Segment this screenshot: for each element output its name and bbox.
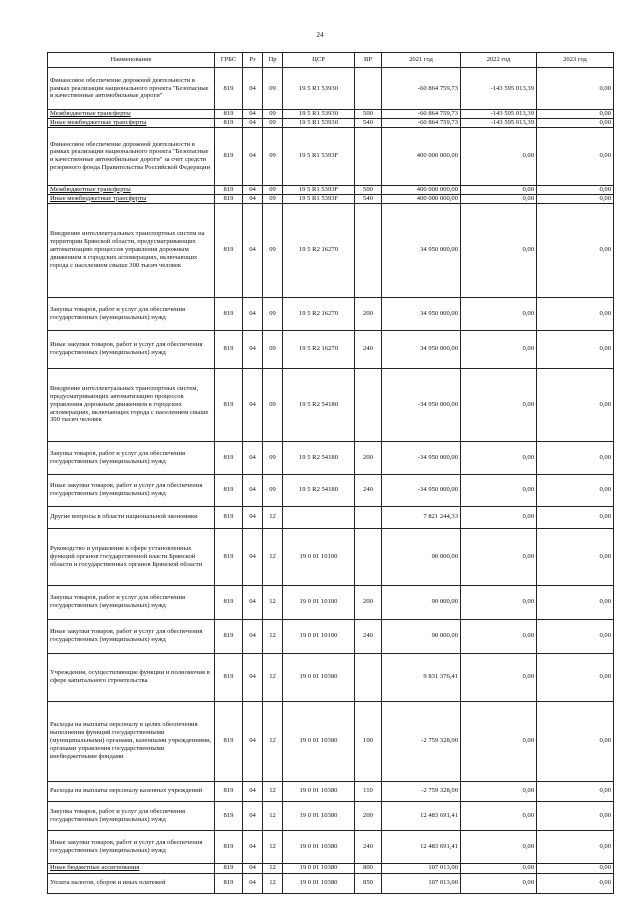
table-row <box>48 830 614 863</box>
header-rz: Рз <box>243 53 263 68</box>
row-2022: 0,00 <box>461 297 537 330</box>
row-2022: 0,00 <box>461 863 537 873</box>
row-vr <box>355 368 382 441</box>
row-rz: 04 <box>243 801 263 830</box>
row-pr: 09 <box>263 185 283 194</box>
row-vr: 800 <box>355 863 382 873</box>
row-name: Закупка товаров, работ и услуг для обеспечения государственных (муниципальных) нужд <box>48 585 215 619</box>
row-vr <box>355 68 382 110</box>
row-pr: 09 <box>263 297 283 330</box>
row-name: Иные закупки товаров, работ и услуг для обеспечения государственных (муниципальных) нужд <box>48 330 215 368</box>
row-pr: 12 <box>263 528 283 585</box>
row-pr: 12 <box>263 830 283 863</box>
header-pr: Пр <box>263 53 283 68</box>
row-grbs: 819 <box>215 368 243 441</box>
row-rz: 04 <box>243 781 263 801</box>
row-name: Другие вопросы в области национальной экономики <box>48 506 215 528</box>
row-pr: 12 <box>263 653 283 701</box>
row-pr: 09 <box>263 441 283 474</box>
row-vr: 240 <box>355 474 382 506</box>
row-rz: 04 <box>243 203 263 297</box>
row-2023: 0,00 <box>537 368 614 441</box>
table-row <box>48 110 614 119</box>
header-grbs: ГРБС <box>215 53 243 68</box>
row-rz: 04 <box>243 127 263 185</box>
row-grbs: 819 <box>215 441 243 474</box>
row-grbs: 819 <box>215 801 243 830</box>
header-vr: ВР <box>355 53 382 68</box>
row-rz: 04 <box>243 873 263 893</box>
row-name: Учреждения, осуществляющие функции и полномочия в сфере капитального строительства <box>48 653 215 701</box>
row-rz: 04 <box>243 474 263 506</box>
row-2021: 9 831 376,41 <box>382 653 461 701</box>
row-grbs: 819 <box>215 118 243 127</box>
table-row <box>48 441 614 474</box>
row-csr: 19 0 01 10100 <box>283 585 355 619</box>
row-2022: -143 595 013,39 <box>461 68 537 110</box>
row-vr <box>355 528 382 585</box>
row-2022: 0,00 <box>461 653 537 701</box>
row-2022: 0,00 <box>461 781 537 801</box>
table-row <box>48 528 614 585</box>
row-2023: 0,00 <box>537 110 614 119</box>
row-vr: 200 <box>355 297 382 330</box>
table-row <box>48 585 614 619</box>
row-pr: 12 <box>263 863 283 873</box>
row-name: Иные межбюджетные трансферты <box>48 194 215 203</box>
table-header-row <box>48 53 614 68</box>
row-csr: 19 5 R2 54180 <box>283 474 355 506</box>
row-pr: 09 <box>263 127 283 185</box>
row-2023: 0,00 <box>537 528 614 585</box>
table-row <box>48 118 614 127</box>
table-row <box>48 474 614 506</box>
row-rz: 04 <box>243 619 263 653</box>
row-vr: 500 <box>355 185 382 194</box>
row-2023: 0,00 <box>537 801 614 830</box>
row-rz: 04 <box>243 185 263 194</box>
table-row <box>48 185 614 194</box>
row-name: Закупка товаров, работ и услуг для обеспечения государственных (муниципальных) нужд <box>48 801 215 830</box>
row-name: Расходы на выплаты персоналу казенных учреждений <box>48 781 215 801</box>
header-2023: 2023 год <box>537 53 614 68</box>
row-rz: 04 <box>243 830 263 863</box>
row-2021: 90 000,00 <box>382 585 461 619</box>
row-grbs: 819 <box>215 830 243 863</box>
row-grbs: 819 <box>215 185 243 194</box>
row-csr: 19 0 01 10380 <box>283 653 355 701</box>
row-name: Финансовое обеспечение дорожной деятельности в рамках реализации национального проекта "Безопасные и качественные автомобильные дороги" за счет средств резервного фонда Правительства Российской Федерации <box>48 127 215 185</box>
row-2021: 107 013,00 <box>382 873 461 893</box>
row-csr: 19 5 R1 53930 <box>283 110 355 119</box>
table-row <box>48 801 614 830</box>
row-name: Внедрение интеллектуальных транспортных систем, предусматривающих автоматизацию процессов управления дорожным движением в городских агломерациях, включающих города с населением свыше 300 тысяч человек <box>48 368 215 441</box>
row-vr: 240 <box>355 830 382 863</box>
row-2023: 0,00 <box>537 781 614 801</box>
row-2022: 0,00 <box>461 506 537 528</box>
table-row <box>48 506 614 528</box>
row-rz: 04 <box>243 528 263 585</box>
row-2023: 0,00 <box>537 185 614 194</box>
row-2023: 0,00 <box>537 585 614 619</box>
row-vr: 100 <box>355 701 382 781</box>
row-pr: 09 <box>263 118 283 127</box>
row-pr: 12 <box>263 585 283 619</box>
row-2023: 0,00 <box>537 653 614 701</box>
table-row <box>48 863 614 873</box>
row-grbs: 819 <box>215 863 243 873</box>
page-number: 24 <box>316 31 324 39</box>
row-rz: 04 <box>243 68 263 110</box>
table-row <box>48 368 614 441</box>
row-grbs: 819 <box>215 701 243 781</box>
row-2021: 34 950 000,00 <box>382 203 461 297</box>
row-name: Иные закупки товаров, работ и услуг для обеспечения государственных (муниципальных) нужд <box>48 619 215 653</box>
row-2022: 0,00 <box>461 441 537 474</box>
row-2021: -60 864 759,73 <box>382 68 461 110</box>
row-grbs: 819 <box>215 330 243 368</box>
row-vr: 850 <box>355 873 382 893</box>
row-name: Межбюджетные трансферты <box>48 185 215 194</box>
row-pr: 12 <box>263 873 283 893</box>
row-2021: 12 483 691,41 <box>382 830 461 863</box>
row-2023: 0,00 <box>537 330 614 368</box>
row-rz: 04 <box>243 368 263 441</box>
row-2023: 0,00 <box>537 297 614 330</box>
table-row <box>48 653 614 701</box>
row-2022: -143 595 013,39 <box>461 110 537 119</box>
row-pr: 12 <box>263 781 283 801</box>
row-rz: 04 <box>243 118 263 127</box>
row-csr: 19 5 R2 16270 <box>283 297 355 330</box>
row-2021: 12 483 691,41 <box>382 801 461 830</box>
row-pr: 09 <box>263 368 283 441</box>
row-pr: 12 <box>263 701 283 781</box>
row-pr: 12 <box>263 619 283 653</box>
row-vr: 500 <box>355 110 382 119</box>
row-2021: 400 000 000,00 <box>382 127 461 185</box>
row-rz: 04 <box>243 506 263 528</box>
row-2021: 34 950 000,00 <box>382 297 461 330</box>
row-rz: 04 <box>243 441 263 474</box>
row-2023: 0,00 <box>537 873 614 893</box>
row-name: Иные закупки товаров, работ и услуг для обеспечения государственных (муниципальных) нужд <box>48 474 215 506</box>
table-row <box>48 330 614 368</box>
row-vr: 540 <box>355 118 382 127</box>
row-rz: 04 <box>243 863 263 873</box>
row-grbs: 819 <box>215 873 243 893</box>
row-vr: 240 <box>355 330 382 368</box>
table-row <box>48 701 614 781</box>
row-name: Руководство и управление в сфере установленных функций органов государственной власти Брянской области и государственных органов Брянской области <box>48 528 215 585</box>
row-grbs: 819 <box>215 203 243 297</box>
header-name: Наименование <box>48 53 215 68</box>
row-2023: 0,00 <box>537 830 614 863</box>
row-2023: 0,00 <box>537 194 614 203</box>
row-2023: 0,00 <box>537 619 614 653</box>
row-pr: 09 <box>263 203 283 297</box>
row-2022: 0,00 <box>461 801 537 830</box>
row-2022: 0,00 <box>461 528 537 585</box>
row-2022: 0,00 <box>461 873 537 893</box>
row-name: Закупка товаров, работ и услуг для обеспечения государственных (муниципальных) нужд <box>48 441 215 474</box>
row-grbs: 819 <box>215 781 243 801</box>
row-vr: 110 <box>355 781 382 801</box>
table-row <box>48 781 614 801</box>
row-csr: 19 5 R1 5393F <box>283 185 355 194</box>
row-2021: 107 013,00 <box>382 863 461 873</box>
row-2021: -34 950 000,00 <box>382 441 461 474</box>
row-2021: 90 000,00 <box>382 619 461 653</box>
row-2021: -34 950 000,00 <box>382 474 461 506</box>
row-2023: 0,00 <box>537 127 614 185</box>
table-row <box>48 203 614 297</box>
row-vr: 540 <box>355 194 382 203</box>
table-row <box>48 68 614 110</box>
row-pr: 09 <box>263 68 283 110</box>
row-2023: 0,00 <box>537 474 614 506</box>
row-2023: 0,00 <box>537 863 614 873</box>
row-pr: 12 <box>263 506 283 528</box>
header-2021: 2021 год <box>382 53 461 68</box>
row-2021: 400 000 000,00 <box>382 194 461 203</box>
row-name: Иные межбюджетные трансферты <box>48 118 215 127</box>
row-rz: 04 <box>243 110 263 119</box>
row-grbs: 819 <box>215 194 243 203</box>
row-name: Иные закупки товаров, работ и услуг для обеспечения государственных (муниципальных) нужд <box>48 830 215 863</box>
row-vr <box>355 653 382 701</box>
row-2021: 7 821 244,33 <box>382 506 461 528</box>
row-2021: -34 950 000,00 <box>382 368 461 441</box>
row-csr: 19 5 R2 54180 <box>283 368 355 441</box>
row-rz: 04 <box>243 653 263 701</box>
row-2023: 0,00 <box>537 118 614 127</box>
row-grbs: 819 <box>215 506 243 528</box>
header-2022: 2022 год <box>461 53 537 68</box>
row-grbs: 819 <box>215 585 243 619</box>
row-csr: 19 0 01 10380 <box>283 801 355 830</box>
row-2021: 34 950 000,00 <box>382 330 461 368</box>
row-name: Финансовое обеспечение дорожной деятельности в рамках реализации национального проекта "Безопасные и качественные автомобильные дороги" <box>48 68 215 110</box>
row-name: Межбюджетные трансферты <box>48 110 215 119</box>
row-vr: 200 <box>355 585 382 619</box>
row-csr: 19 0 01 10100 <box>283 528 355 585</box>
row-csr: 19 0 01 10380 <box>283 701 355 781</box>
row-grbs: 819 <box>215 619 243 653</box>
row-2021: -2 759 328,00 <box>382 781 461 801</box>
row-csr: 19 0 01 10380 <box>283 830 355 863</box>
row-name: Уплата налогов, сборов и иных платежей <box>48 873 215 893</box>
table-row <box>48 297 614 330</box>
row-vr: 240 <box>355 619 382 653</box>
row-csr: 19 5 R1 53930 <box>283 68 355 110</box>
row-2021: -60 864 759,73 <box>382 110 461 119</box>
row-csr: 19 0 01 10380 <box>283 873 355 893</box>
row-pr: 09 <box>263 474 283 506</box>
row-2021: -2 759 328,00 <box>382 701 461 781</box>
row-name: Иные бюджетные ассигнования <box>48 863 215 873</box>
row-csr: 19 5 R1 5393F <box>283 127 355 185</box>
table-row <box>48 127 614 185</box>
row-grbs: 819 <box>215 474 243 506</box>
row-pr: 09 <box>263 330 283 368</box>
row-2022: 0,00 <box>461 203 537 297</box>
row-csr: 19 5 R1 53930 <box>283 118 355 127</box>
row-2022: 0,00 <box>461 619 537 653</box>
row-2022: 0,00 <box>461 474 537 506</box>
row-2023: 0,00 <box>537 68 614 110</box>
row-csr: 19 5 R2 16270 <box>283 330 355 368</box>
row-2023: 0,00 <box>537 506 614 528</box>
row-2023: 0,00 <box>537 701 614 781</box>
row-name: Внедрение интеллектуальных транспортных систем на территории Брянской области, предусматривающих автоматизацию процессов управления дорожным движением в городских агломерациях, включающих города с населением свыше 300 тысяч человек <box>48 203 215 297</box>
budget-table <box>47 52 614 894</box>
row-rz: 04 <box>243 194 263 203</box>
row-vr: 200 <box>355 801 382 830</box>
row-2021: 400 000 000,00 <box>382 185 461 194</box>
row-pr: 09 <box>263 110 283 119</box>
row-rz: 04 <box>243 330 263 368</box>
row-name: Закупка товаров, работ и услуг для обеспечения государственных (муниципальных) нужд <box>48 297 215 330</box>
row-grbs: 819 <box>215 297 243 330</box>
row-grbs: 819 <box>215 528 243 585</box>
row-vr: 200 <box>355 441 382 474</box>
row-rz: 04 <box>243 701 263 781</box>
row-2023: 0,00 <box>537 441 614 474</box>
row-pr: 12 <box>263 801 283 830</box>
row-2021: -60 864 759,73 <box>382 118 461 127</box>
row-grbs: 819 <box>215 653 243 701</box>
row-csr: 19 0 01 10380 <box>283 863 355 873</box>
row-csr: 19 5 R1 5393F <box>283 194 355 203</box>
row-grbs: 819 <box>215 68 243 110</box>
row-csr: 19 0 01 10380 <box>283 781 355 801</box>
table-row <box>48 619 614 653</box>
row-csr <box>283 506 355 528</box>
row-2022: 0,00 <box>461 185 537 194</box>
row-csr: 19 0 01 10100 <box>283 619 355 653</box>
row-grbs: 819 <box>215 110 243 119</box>
row-pr: 09 <box>263 194 283 203</box>
row-2021: 90 000,00 <box>382 528 461 585</box>
row-csr: 19 5 R2 54180 <box>283 441 355 474</box>
table-row <box>48 194 614 203</box>
row-name: Расходы на выплаты персоналу в целях обеспечения выполнения функций государственными (муниципальными) органами, казенными учреждениями, органами управления государственными внебюджетными фондами <box>48 701 215 781</box>
row-rz: 04 <box>243 585 263 619</box>
row-2022: 0,00 <box>461 194 537 203</box>
row-grbs: 819 <box>215 127 243 185</box>
row-2022: 0,00 <box>461 585 537 619</box>
row-csr: 19 5 R2 16270 <box>283 203 355 297</box>
row-2022: 0,00 <box>461 701 537 781</box>
row-2023: 0,00 <box>537 203 614 297</box>
row-2022: 0,00 <box>461 330 537 368</box>
table-row <box>48 873 614 893</box>
row-2022: 0,00 <box>461 368 537 441</box>
row-2022: 0,00 <box>461 830 537 863</box>
row-rz: 04 <box>243 297 263 330</box>
row-2022: -143 595 013,39 <box>461 118 537 127</box>
row-vr <box>355 127 382 185</box>
row-2022: 0,00 <box>461 127 537 185</box>
row-vr <box>355 506 382 528</box>
header-csr: ЦСР <box>283 53 355 68</box>
row-vr <box>355 203 382 297</box>
